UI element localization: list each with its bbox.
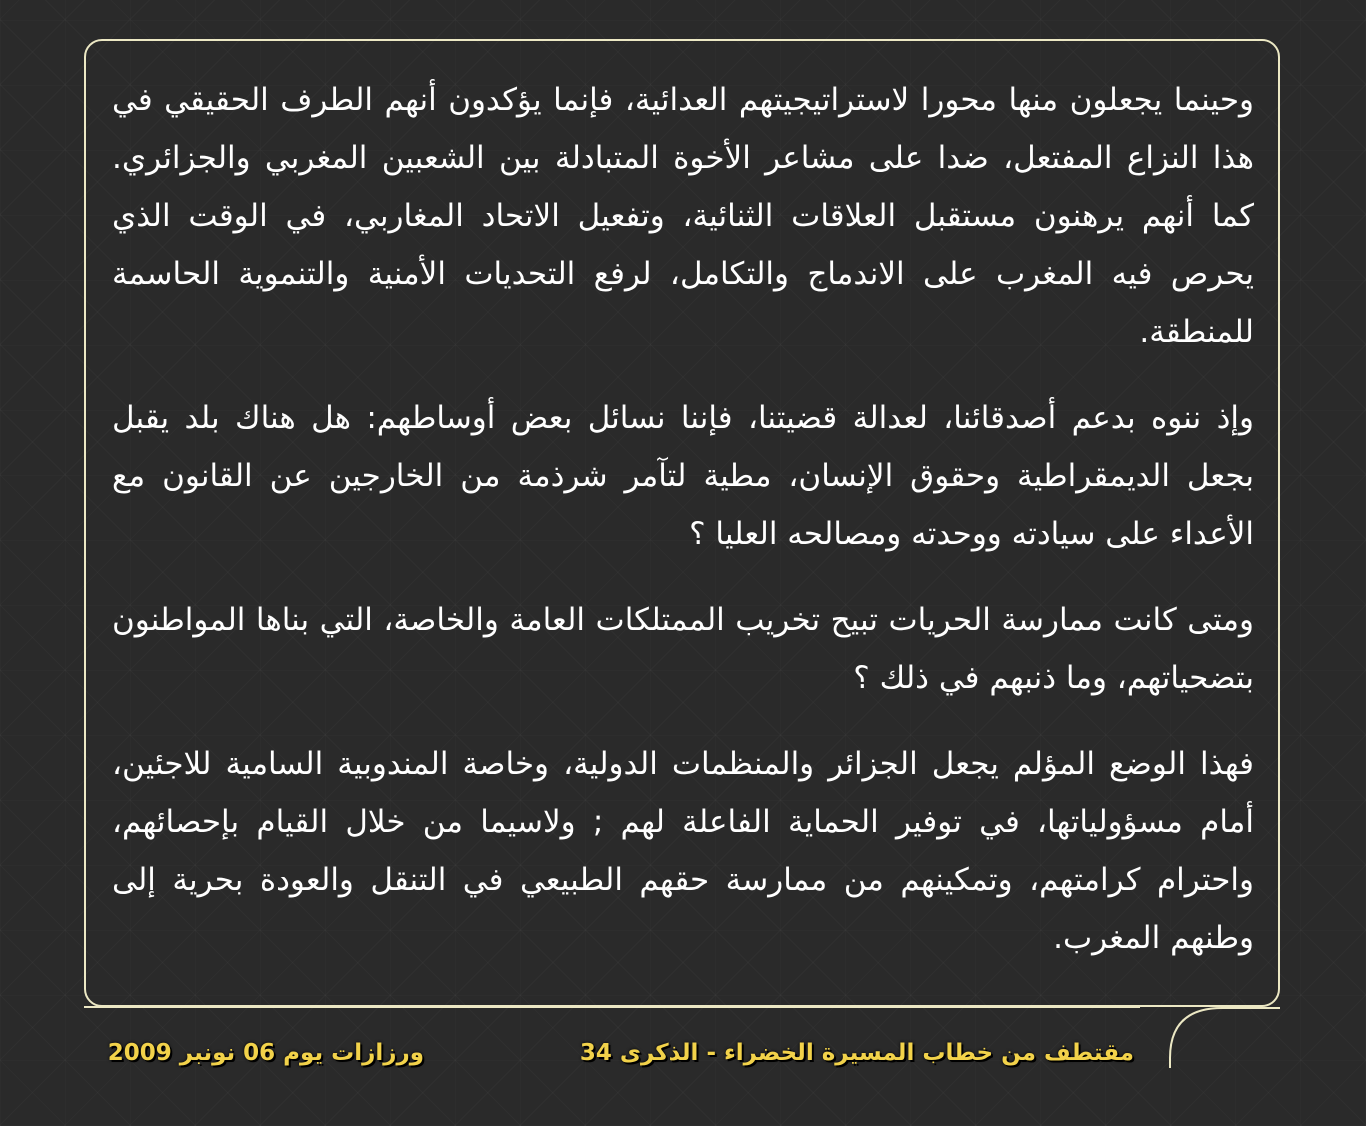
paragraph: فهذا الوضع المؤلم يجعل الجزائر والمنظمات الدولية، وخاصة المندوبية السامية للاجئين، أمام مسؤولياتها، في توفير الحماية الفاعلة لهم ; ولاسيما من خلال القيام بإحصائهم، واحترام كرامتهم، وتمكينهم من ممارسة حقهم الطبيعي في التنقل والعودة بحرية إلى وطنهم المغرب.	[112, 746, 1254, 956]
quote-frame	[84, 39, 1280, 1007]
speech-excerpt	[112, 71, 1254, 967]
footer-divider	[84, 1006, 1140, 1008]
place-date-caption: ورزازات يوم 06 نونبر 2009	[107, 1040, 424, 1066]
excerpt-source-caption: مقتطف من خطاب المسيرة الخضراء - الذكرى 34	[579, 1040, 1134, 1066]
paragraph: وإذ ننوه بدعم أصدقائنا، لعدالة قضيتنا، فإننا نسائل بعض أوساطهم: هل هناك بلد يقبل بجعل الديمقراطية وحقوق الإنسان، مطية لتآمر شرذمة من الخارجين عن القانون مع الأعداء على سيادته ووحدته ومصالحه العليا ؟	[112, 400, 1254, 552]
paragraph: ومتى كانت ممارسة الحريات تبيح تخريب الممتلكات العامة والخاصة، التي بناها المواطنون بتضحياتهم، وما ذنبهم في ذلك ؟	[112, 602, 1254, 696]
paragraph: وحينما يجعلون منها محورا لاستراتيجيتهم العدائية، فإنما يؤكدون أنهم الطرف الحقيقي في هذا النزاع المفتعل، ضدا على مشاعر الأخوة المتبادلة بين الشعبين المغربي والجزائري. كما أنهم يرهنون مستقبل العلاقات الثنائية، وتفعيل الاتحاد المغاربي، في الوقت الذي يحرص فيه المغرب على الاندماج والتكامل، لرفع التحديات الأمنية والتنموية الحاسمة للمنطقة.	[112, 82, 1254, 350]
corner-arc-ornament	[1160, 1006, 1280, 1070]
